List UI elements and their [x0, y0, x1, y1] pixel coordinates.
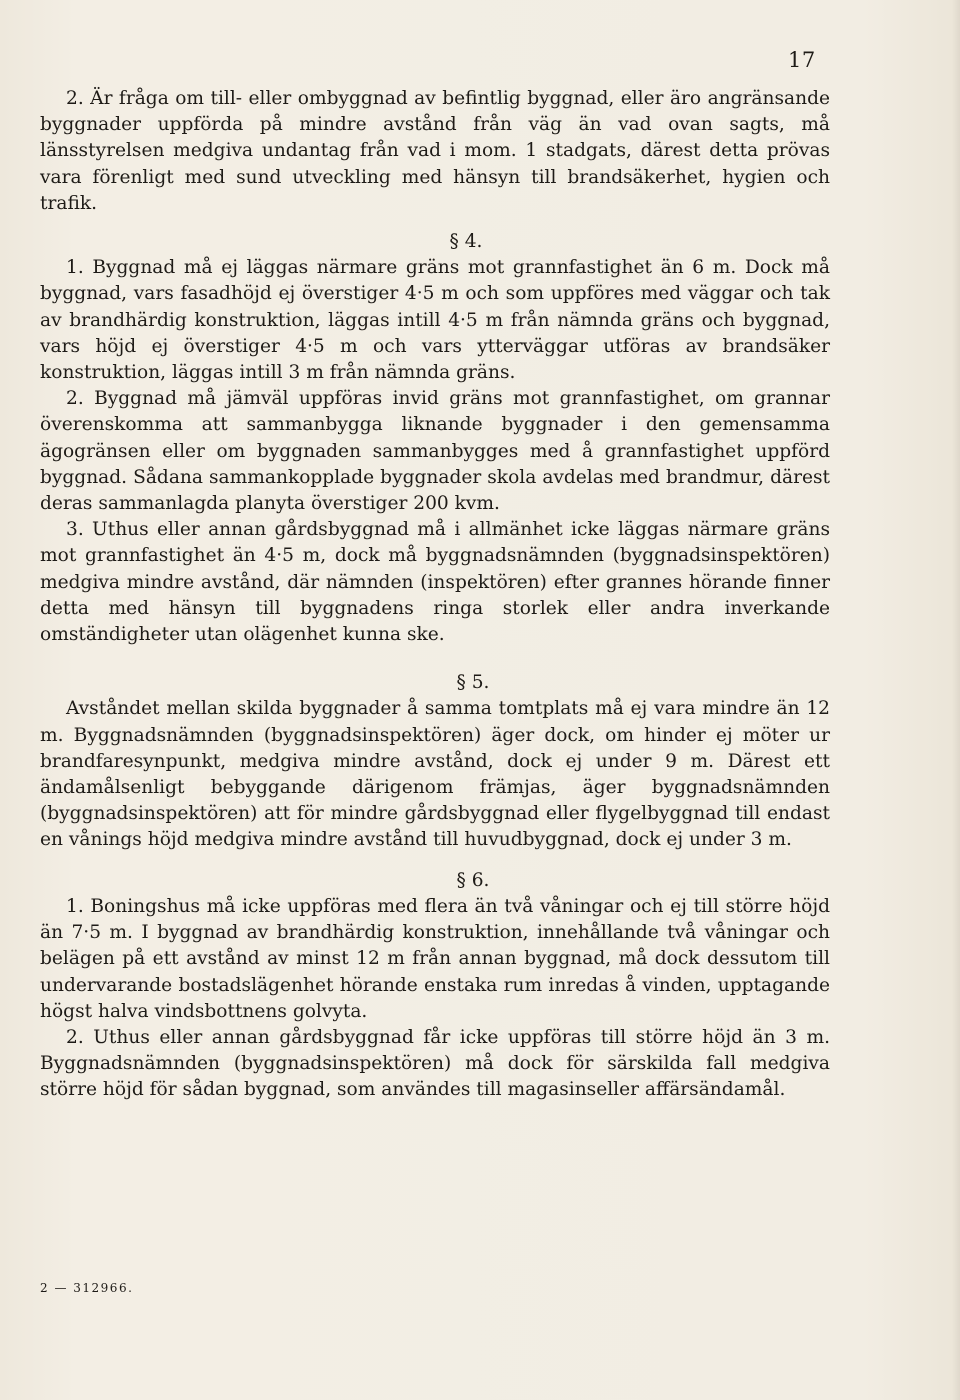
section-heading-5: § 5. [456, 672, 490, 694]
document-body [40, 86, 830, 1104]
paragraph-s6-2: 2. Uthus eller annan gårdsbyggnad får icke uppföras till större höjd än 3 m. Byggnadsnämnden (byggnadsinspektören) må dock för särskilda fall medgiva större höjd för sådan byggnad, som användes till magasinseller affärsändamål. [40, 1026, 830, 1101]
section-heading-4: § 4. [449, 231, 483, 253]
print-reference: 2 — 312966. [40, 1281, 134, 1295]
paragraph-s4-1: 1. Byggnad må ej läggas närmare gräns mot grannfastighet än 6 m. Dock må byggnad, vars fasadhöjd ej överstiger 4·5 m och som uppföres med väggar och tak av brandhärdig konstruktion, läggas intill 4·5 m från nämnda gräns och byggnad, vars höjd ej överstiger 4·5 m och vars ytterväggar utföras av brandsäker konstruktion, läggas intill 3 m från nämnda gräns. [40, 257, 830, 384]
section-heading-6: § 6. [456, 869, 490, 891]
paragraph-s6-1: 1. Boningshus må icke uppföras med flera än två våningar och ej till större höjd än 7·5 m. I byggnad av brandhärdig konstruktion, innehållande två våningar och belägen på ett avstånd av minst 12 m från annan byggnad, må dock dessutom till undervarande bostadslägenhet hörande enstaka rum inredas å vinden, upptagande högst halva vindsbottnens golvyta. [40, 895, 830, 1022]
paragraph-s5-1: Avståndet mellan skilda byggnader å samma tomtplats må ej vara mindre än 12 m. Byggnadsnämnden (byggnadsinspektören) äger dock, om hinder ej möter ur brandfaresynpunkt, medgiva mindre avstånd, dock ej under 9 m. Därest ett ändamålsenligt bebyggande därigenom främjas, äger byggnadsnämnden (byggnadsinspektören) att för mindre gårdsbyggnad eller flygelbyggnad till endast en vånings höjd medgiva mindre avstånd till huvudbyggnad, dock ej under 3 m. [40, 698, 830, 851]
page-edge [952, 0, 960, 1400]
paragraph-s4-3: 3. Uthus eller annan gårdsbyggnad må i allmänhet icke läggas närmare gräns mot grannfastighet än 4·5 m, dock må byggnadsnämnden (byggnadsinspektören) medgiva mindre avstånd, där nämnden (inspektören) efter grannes hörande finner detta med hänsyn till byggnadens ringa storlek eller andra inverkande omständigheter utan olägenhet kunna ske. [40, 519, 830, 646]
paragraph-intro: 2. Är fråga om till- eller ombyggnad av befintlig byggnad, eller äro angränsande byggnader uppförda på mindre avstånd från väg än vad ovan sagts, må länsstyrelsen medgiva undantag från vad i mom. 1 stadgats, därest detta prövas vara förenligt med sund utveckling med hänsyn till brandsäkerhet, hygien och trafik. [40, 88, 830, 214]
paragraph-s4-2: 2. Byggnad må jämväl uppföras invid gräns mot grannfastighet, om grannar överenskomma att sammanbygga liknande byggnader i den gemensamma ägogränsen eller om byggnaden sammanbygges med å grannfastighet uppförd byggnad. Sådana sammankopplade byggnader skola avdelas med brandmur, därest deras sammanlagda planyta överstiger 200 kvm. [40, 388, 830, 515]
page-number: 17 [788, 48, 816, 72]
